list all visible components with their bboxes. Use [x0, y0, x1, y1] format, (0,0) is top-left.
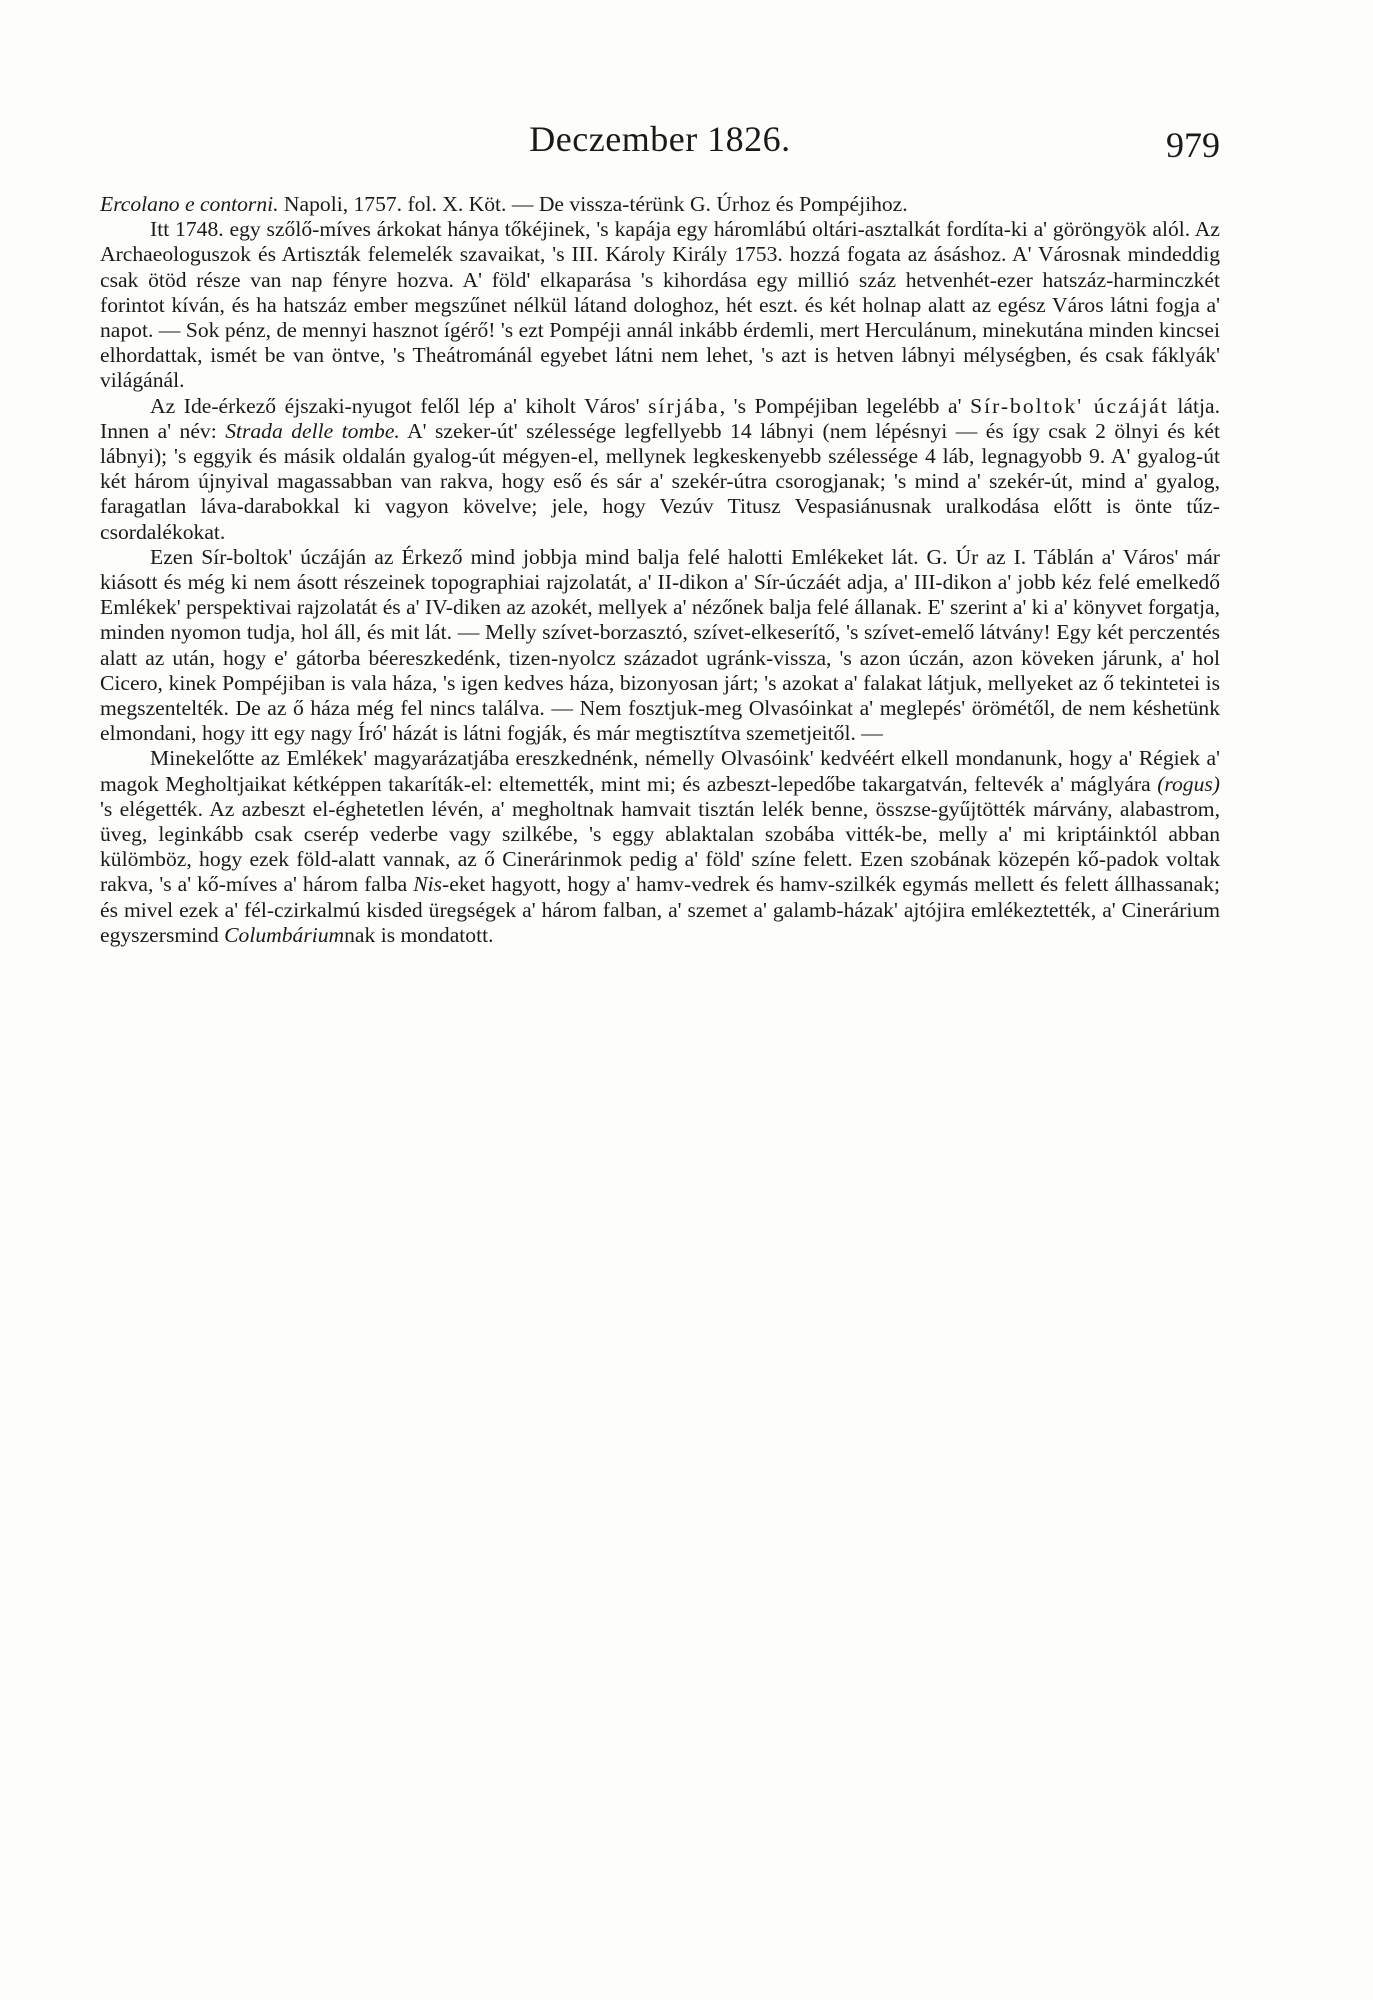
spaced-term-sir-boltok: Sír-boltok' úczáját — [970, 393, 1169, 418]
spaced-term-sirjaba: sírjába — [648, 393, 720, 418]
paragraph-5-part-a: Minekelőtte az Emlékek' magyarázatjába ereszkednénk, némelly Olvasóink' kedvéért elkell mondanunk, hogy a' Régiek a' magok Megholtjaikat kétképpen takaríták-el: eltemették, mint mi; és azbeszt-lepedőbe takargatván, feltevék a' máglyára — [100, 746, 1220, 796]
italic-nis: Nis — [413, 872, 443, 897]
page-number: 979 — [1166, 125, 1220, 165]
citation-title: Ercolano e contorni. — [100, 192, 279, 216]
paragraph-5-part-e: -eket hagyott, hogy a' hamv-vedrek és hamv-szilkék egymás mellett és felett állhassanak; és mivel ezek a' fél-czirkalmú kisded üregségek a' három falban, a' szemet a' galamb-házak' ajtójira emlékeztették, a' Cinerárium egyszersmind — [100, 872, 1220, 947]
paragraph-2: Itt 1748. egy szőlő-míves árkokat hánya tőkéjinek, 's kapája egy háromlábú oltári-asztalkát fordíta-ki a' göröngyök alól. Az Archaeologuszok és Artiszták felemelék szavaikat, 's III. Károly Király 1753. hozzá fogata az ásáshoz. A' Városnak mindeddig csak ötöd része van nap fényre hozva. A' föld' elkaparása 's kihordása egy millió száz hetvenhét-ezer hatszáz-harminczkét forintot kíván, és ha hatszáz ember megszűnet nélkül látand dologhoz, hét eszt. és két holnap alatt az egész Város látni fogja a' napot. — Sok pénz, de mennyi hasznot ígérő! 's ezt Pompéji annál inkább érdemli, mert Herculánum, minekutána minden kincsei elhordattak, ismét be van öntve, 's Theátrománál egyebet látni nem lehet, 's azt is hetven lábnyi mélységben, és csak fáklyák' világánál. — [100, 217, 1220, 393]
paragraph-1-text: Napoli, 1757. fol. X. Köt. — De vissza-térünk G. Úrhoz és Pompéjihoz. — [278, 192, 908, 216]
paragraph-3-part-e: látja. Innen a' név: — [100, 393, 1220, 443]
paragraph-5-part-g: nak is mondatott. — [344, 922, 494, 947]
paragraph-3-part-c: , 's Pompéjiban legelébb a' — [719, 393, 971, 418]
paragraph-4: Ezen Sír-boltok' úczáján az Érkező mind jobbja mind balja felé halotti Emlékeket lát. G. Úr az I. Táblán a' Város' már kiásott és még ki nem ásott részeinek topographiai rajzolatát, a' II-dikon a' Sír-úczáét adja, a' III-dikon a' jobb kéz felé emelkedő Emlékek' perspektivai rajzolatát és a' IV-diken az azokét, mellyek a' nézőnek balja felé állanak. E' szerint a' ki a' könyvet forgatja, minden nyomon tudja, hol áll, és mit lát. — Melly szívet-borzasztó, szívet-elkeserítő, 's szívet-emelő látvány! Egy két perczentés alatt az után, hogy e' gátorba béereszkedénk, tizen-nyolcz századot ugránk-vissza, 's azon úczán, azon köveken járunk, a' hol Cicero, kinek Pompéjiban is vala háza, 's igen kedves háza, bizonyosan járt; 's azokat a' falakat látjuk, mellyeket az ő tekintetei is megszentelték. De az ő háza még fel nincs találva. — Nem fosztjuk-meg Olvasóinkat a' meglepés' örömétől, de nem késhetünk elmondani, hogy itt egy nagy Író' házát is látni fogják, és már megtisztítva szemetjeitől. — — [100, 544, 1220, 746]
paragraph-3 — [100, 394, 1220, 545]
paragraph-5-part-c: 's elégették. Az azbeszt el-éghetetlen lévén, a' megholtnak hamvait tisztán lelék benne, összse-gyűjtötték márvány, alabastrom, üveg, leginkább csak cserép vederbe vagy szilkébe, 's eggy ablaktalan szobába vitték-be, melly a' mi kriptáinktól abban külömböz, hogy ezek föld-alatt vannak, az ő Cinerárinmok pedig a' föld' színe felett. Ezen szobának közepén kő-padok voltak rakva, 's a' kő-míves a' három falba — [100, 796, 1220, 897]
body-text — [100, 192, 1220, 948]
italic-strada-delle-tombe: Strada delle tombe. — [225, 418, 400, 443]
italic-rogus: (rogus) — [1157, 771, 1220, 796]
paragraph-3-part-a: Az Ide-érkező éjszaki-nyugot felől lép a' kiholt Város' — [150, 393, 649, 418]
paragraph-1 — [100, 192, 1220, 217]
italic-columbarium: Columbárium — [224, 922, 345, 947]
paragraph-5 — [100, 746, 1220, 948]
paragraph-3-part-g: A' szeker-út' szélessége legfellyebb 14 lábnyi (nem lépésnyi — és így csak 2 ölnyi és két lábnyi); 's eggyik és másik oldalán gyalog-út mégyen-el, mellynek legkeskenyebb szélessége 4 láb, legnagyobb 9. A' gyalog-út két három újnyival magassabban van rakva, hogy eső és sár a' szekér-útra csorogjanak; 's mind a' szekér-út, mind a' gyalog, faragatlan láva-darabokkal ki vagyon kövelve; jele, hogy Vezúv Titusz Vespasiánusnak uralkodása előtt is önte tűz-csordalékokat. — [100, 418, 1221, 544]
page-header — [100, 118, 1220, 178]
running-title: Deczember 1826. — [529, 119, 791, 159]
